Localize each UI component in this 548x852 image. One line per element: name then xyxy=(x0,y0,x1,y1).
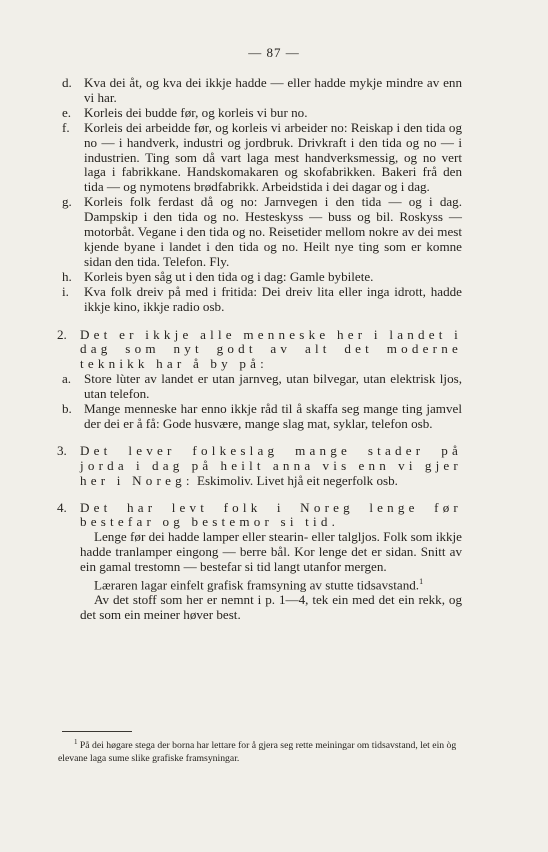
item-text: Kva dei åt, og kva dei ikkje hadde — eller hadde mykje mindre av enn vi har. xyxy=(84,75,462,105)
item-text: Korleis byen såg ut i den tida og i dag: Gamle bybilete. xyxy=(84,268,374,284)
section-heading: Det lever folkeslag mange stader på jorda i dag på heilt anna vis enn vi gjer her i Noreg: xyxy=(80,442,462,488)
item-text: Korleis dei budde før, og korleis vi bur no. xyxy=(84,104,308,120)
item-marker: h. xyxy=(62,268,72,284)
list-item xyxy=(62,270,462,285)
section-number: 4. xyxy=(57,499,67,515)
section-heading: Det er ikkje alle menneske her i landet i dag som nyt godt av alt det moderne teknikk har å by på: xyxy=(80,326,462,372)
paragraph: Lenge før dei hadde lamper eller stearin- eller talgljos. Folk som ikkje hadde tranlamper eingong — berre bål. Kor lenge det er sidan. Snitt av ein gamal trestomn — bestefar si tid langt utanfor mergen. xyxy=(80,529,462,575)
list-item xyxy=(62,285,462,315)
section-4 xyxy=(57,499,462,624)
item-marker: e. xyxy=(62,104,72,120)
page-content xyxy=(57,75,462,623)
item-text: Mange menneske har enno ikkje råd til å skaffa seg mange ting jamvel der dei er å få: Gode husvære, mange slag mat, syklar, telefon osb. xyxy=(84,401,462,431)
section-text: Eskimoliv. Livet hjå eit negerfolk osb. xyxy=(193,472,398,488)
item-marker: b. xyxy=(62,401,72,417)
section-number: 2. xyxy=(57,326,67,342)
paragraph-text: Læraren lagar einfelt grafisk framsyning av stutte tidsavstand. xyxy=(94,577,420,593)
item-text: Store lùter av landet er utan jarnveg, utan bilvegar, utan elektrisk ljos, utan telefon. xyxy=(84,371,462,402)
list-item xyxy=(62,402,462,432)
item-marker: g. xyxy=(62,194,72,210)
page-number: — 87 — xyxy=(248,45,300,60)
list-item xyxy=(62,106,462,121)
footnote-reference: 1 xyxy=(419,577,424,587)
item-marker: i. xyxy=(62,283,69,299)
item-text: Korleis dei arbeidde før, og korleis vi arbeider no: Reiskap i den tida og no — i handverk, industri og jordbruk. Drivkraft i den tida og no — i industrien. Ting som då vart laga mest handverksmessig, og no vert laga i fabrikkane. Handskomakaren og skofabrikken. Bakeri frå den tida — og nymotens brødfabrikk. Arbeidstida i dei dagar og i dag. xyxy=(84,119,462,195)
section-heading: Det har levt folk i Noreg lenge før bestefar og bestemor si tid. xyxy=(80,499,462,530)
item-marker: a. xyxy=(62,371,72,387)
list-item xyxy=(62,121,462,196)
section-2 xyxy=(57,326,462,432)
footnote-text: På dei høgare stega der borna har lettare for å gjera seg rette meiningar om tidsavstand, let ein òg elevane laga sume slike grafiske framsyningar. xyxy=(58,740,457,764)
footnote-mark: 1 xyxy=(74,738,78,746)
footnote xyxy=(58,736,466,765)
section-3 xyxy=(57,442,462,489)
paragraph: Av det stoff som her er nemnt i p. 1—4, tek ein med det ein rekk, og det som ein meiner høver best. xyxy=(80,592,462,623)
list-item xyxy=(62,372,462,402)
item-marker: f. xyxy=(62,119,70,135)
item-marker: d. xyxy=(62,75,72,90)
footnote-divider xyxy=(62,731,132,732)
list-item xyxy=(62,76,462,106)
list-item xyxy=(62,195,462,270)
item-text: Korleis folk ferdast då og no: Jarnvegen i den tida — og i dag. Dampskip i den tida og no. Hesteskyss — buss og bil. Roskyss — motorbåt. Vegane i den tida og no. Reisetider mellom nokre av dei mest kjende byane i landet i den tida og no. Heilt nye ting som er komne sidan den tida. Telefon. Fly. xyxy=(84,194,462,269)
section-number: 3. xyxy=(57,442,67,458)
item-text: Kva folk dreiv på med i fritida: Dei dreiv lita eller inga idrott, hadde ikkje kino, ikkje radio osb. xyxy=(84,283,462,314)
paragraph xyxy=(80,575,462,593)
